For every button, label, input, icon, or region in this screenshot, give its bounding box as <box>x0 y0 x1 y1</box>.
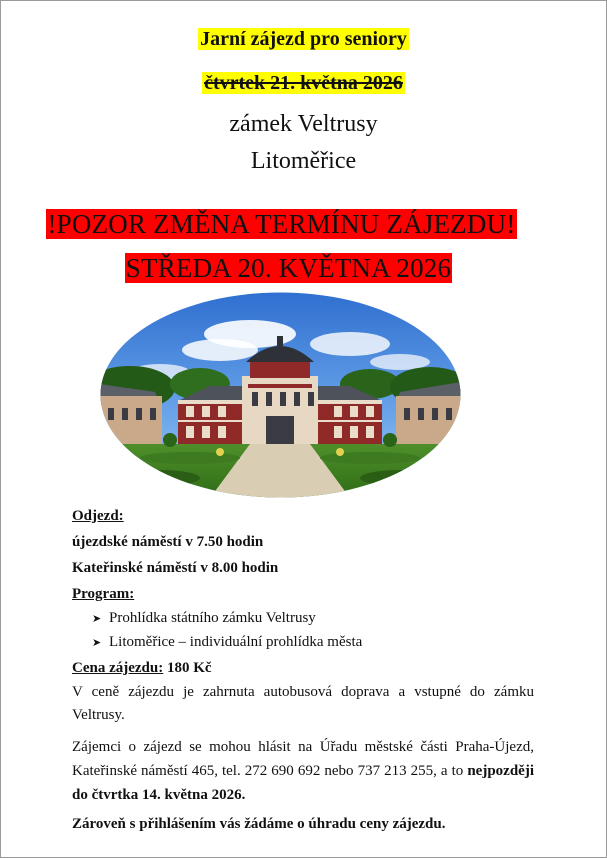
payment-note: Zároveň s přihlášením vás žádáme o úhradu ceny zájezdu. <box>72 816 446 832</box>
program-item-text: Prohlídka státního zámku Veltrusy <box>109 610 316 626</box>
original-date: čtvrtek 21. května 2026 <box>204 72 403 94</box>
signup-text: Zájemci o zájezd se mohou hlásit na Úřadu městské části Praha-Újezd, Kateřinské náměstí 465, tel. 272 690 692 nebo 737 213 255, a to <box>72 739 534 779</box>
header-line-2 <box>0 70 607 97</box>
new-date: STŘEDA 20. KVĚTNA 2026 <box>125 253 452 283</box>
price-line <box>72 657 542 679</box>
price-label: Cena zájezdu: <box>72 660 164 676</box>
place-castle: zámek Veltrusy <box>229 111 378 137</box>
price-note: V ceně zájezdu je zahrnuta autobusová doprava a vstupné do zámku Veltrusy. <box>72 684 534 723</box>
castle-photo <box>100 292 461 498</box>
notice-line-2 <box>0 251 592 285</box>
arrow-bullet-icon: ➤ <box>92 613 102 625</box>
trip-title: Jarní zájezd pro seniory <box>200 28 407 50</box>
departure-stop-1: újezdské náměstí v 7.50 hodin <box>72 534 264 550</box>
price-value: 180 Kč <box>166 660 212 676</box>
header-line-1 <box>0 26 607 53</box>
program-item-text: Litoměřice – individuální prohlídka města <box>109 634 363 650</box>
date-change-warning: !POZOR ZMĚNA TERMÍNU ZÁJEZDU! <box>47 209 516 239</box>
program-item <box>92 607 316 630</box>
signup-deadline: nejpozději do čtvrtka 14. května 2026. <box>72 763 534 803</box>
departure-heading: Odjezd: <box>72 508 124 524</box>
program-heading: Program: <box>72 586 135 602</box>
place-town: Litoměřice <box>250 148 357 174</box>
arrow-bullet-icon: ➤ <box>92 637 102 649</box>
departure-stop-2: Kateřinské náměstí v 8.00 hodin <box>72 560 279 576</box>
signup-paragraph <box>72 735 534 807</box>
program-item <box>92 631 362 654</box>
notice-line-1 <box>0 207 585 241</box>
